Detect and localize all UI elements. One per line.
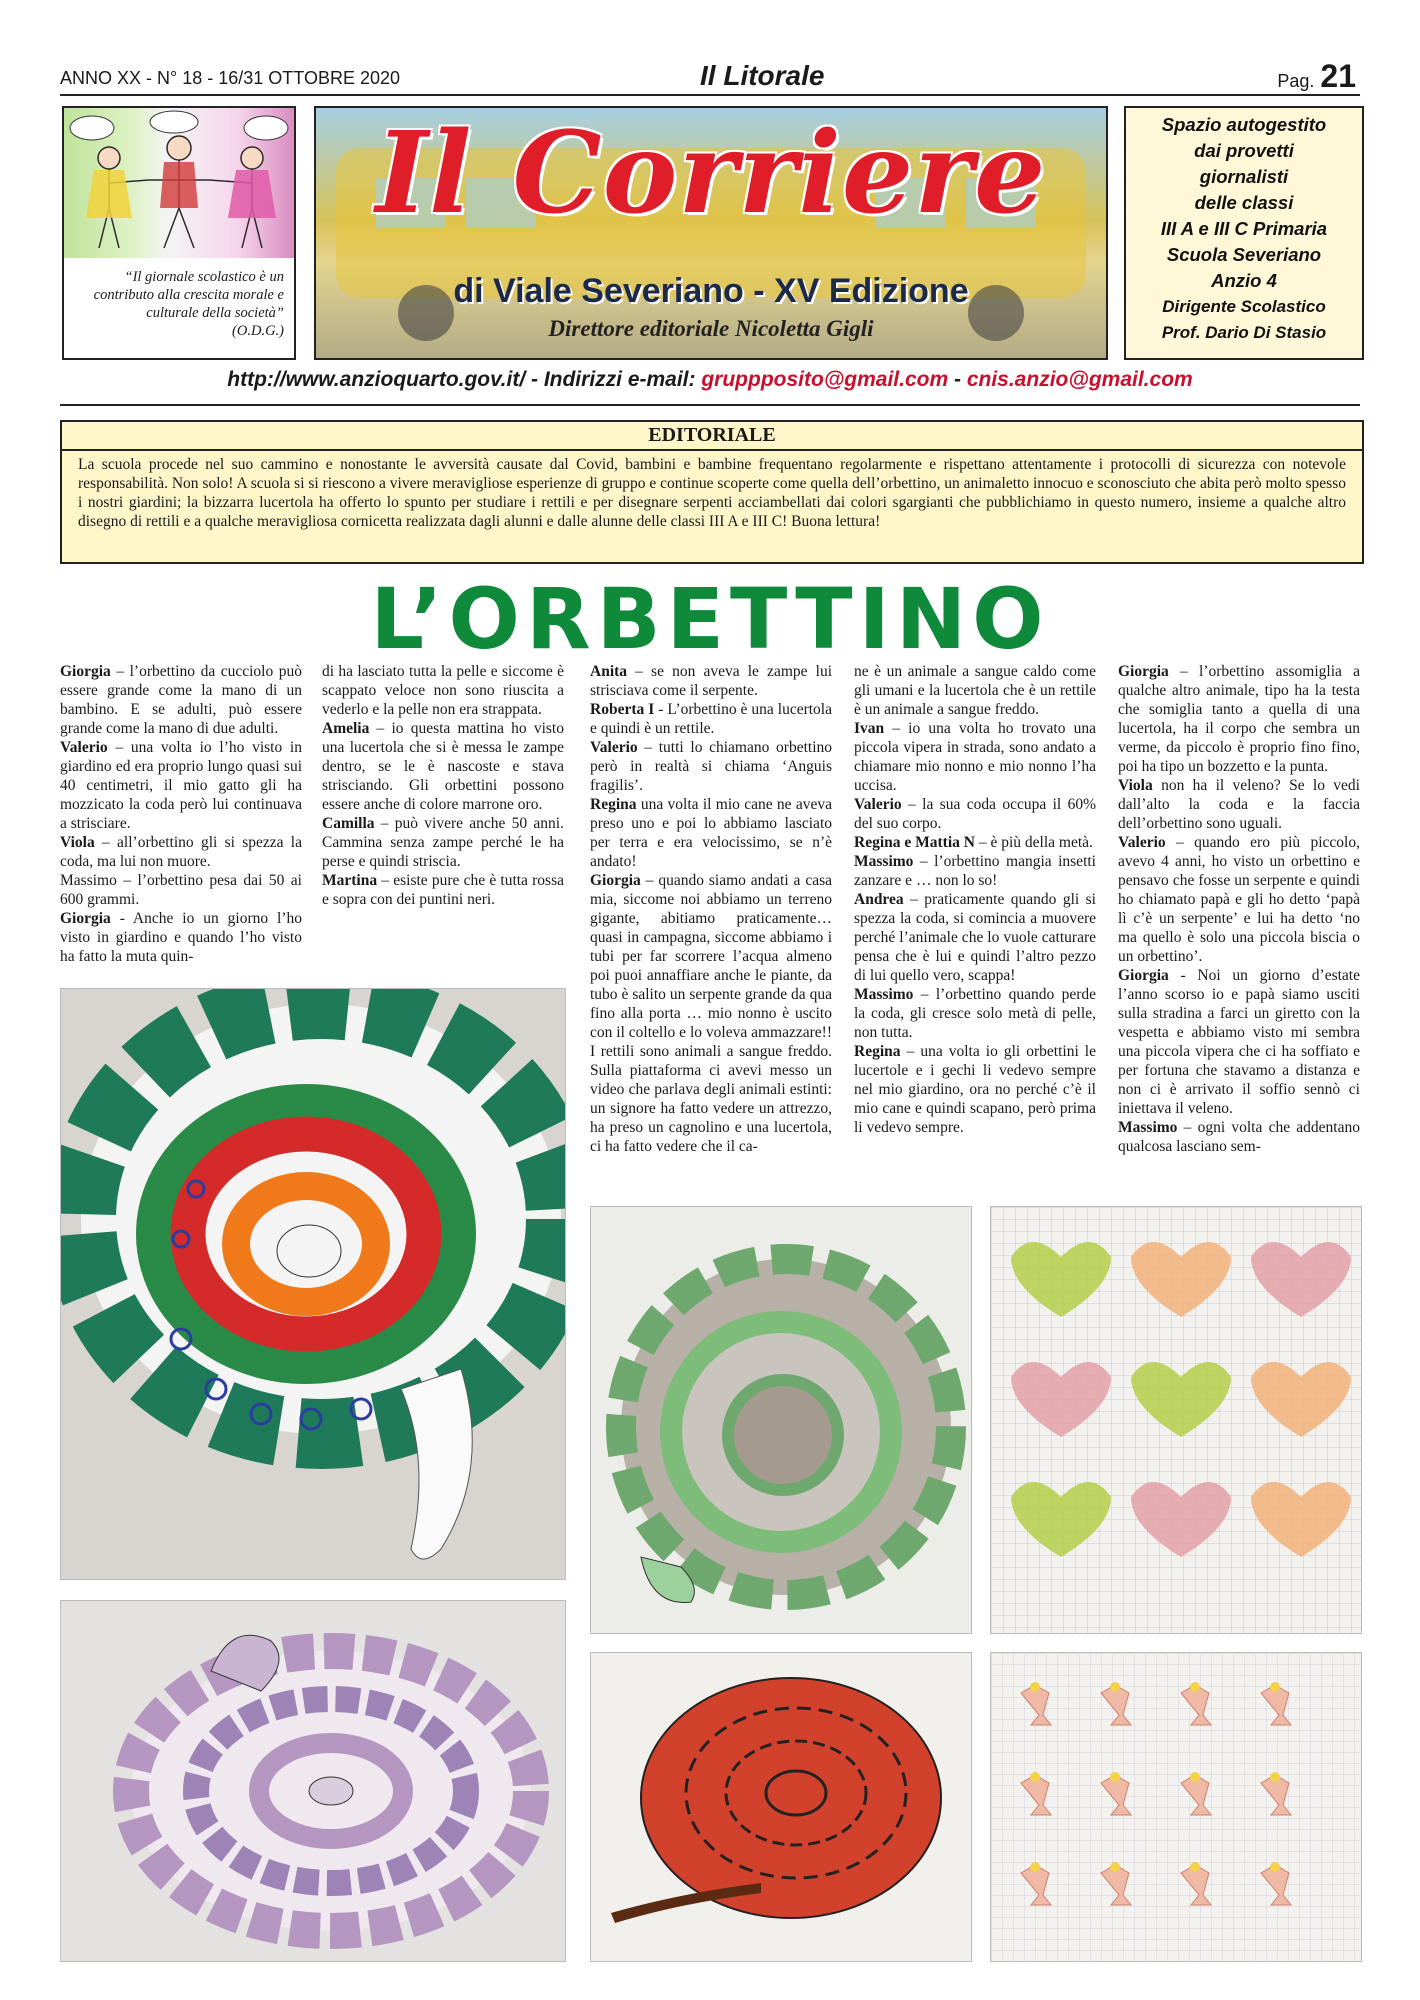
speaker-name: Camilla — [322, 815, 375, 832]
speaker-name: Valerio — [590, 739, 638, 756]
quote-paragraph — [1118, 966, 1360, 1118]
page-label: Pag. — [1277, 71, 1315, 91]
masthead-banner — [314, 106, 1108, 360]
quote-paragraph — [590, 738, 832, 795]
info-line: Anzio 4 — [1211, 270, 1277, 291]
quote-text: – l’orbettino quando perde la coda, gli cresce solo metà di pelle, non tutta. — [854, 986, 1096, 1041]
quote-text: – praticamente quando gli si spezza la coda, si comincia a muovere perché l’animale che lo vuole catturare pensa che è lui e quindi l’altro pezzo di lui quello vero, scappa! — [854, 891, 1096, 984]
quote-paragraph — [854, 662, 1096, 719]
quote-paragraph — [322, 871, 564, 909]
editorial-director: Direttore editoriale Nicoletta Gigli — [548, 316, 874, 341]
info-line: Scuola Severiano — [1166, 244, 1322, 265]
quote-text: – l’orbettino mangia insetti zanzare e … non lo so! — [854, 853, 1096, 889]
children-drawing-image — [64, 108, 294, 258]
quote-text: - Anche io un giorno l’ho visto in giardino e quando l’ho visto ha fatto la muta quin- — [60, 910, 302, 965]
photo-red-snake — [590, 1652, 972, 1962]
speaker-name: Anita — [590, 663, 628, 680]
quote-text: ne è un animale a sangue caldo come gli umani e la lucertola che è un rettile è un animale a sangue freddo. — [854, 663, 1096, 718]
quote-paragraph — [60, 662, 302, 738]
photo-green-snake — [590, 1206, 972, 1634]
speaker-name: Amelia — [322, 720, 370, 737]
contact-line — [60, 368, 1360, 406]
top-bar — [60, 58, 1360, 96]
article-column-5 — [1118, 662, 1360, 1156]
speaker-name: Regina e Mattia N — [854, 834, 975, 851]
info-line: giornalisti — [1199, 166, 1289, 187]
editorial-divider — [62, 449, 1362, 451]
quote-paragraph — [854, 852, 1096, 890]
speaker-name: Massimo — [854, 986, 914, 1003]
masthead-info-box — [1124, 106, 1364, 360]
info-line: Spazio autogestito — [1161, 114, 1327, 135]
quote-paragraph — [854, 890, 1096, 985]
quote-text: – una volta io l’ho visto in giardino ed era proprio lungo quasi sui 40 centimetri, il mio gatto gli ha mozzicato la coda però lui continuava a strisciare. — [60, 739, 302, 832]
quote-paragraph — [322, 719, 564, 814]
quote-text: – può vivere anche 50 anni. Cammina senza zampe perché le ha perse e quindi striscia. — [322, 815, 564, 870]
quote-paragraph — [854, 795, 1096, 833]
quote-text: - L’orbettino è una lucertola e quindi è un rettile. — [590, 701, 832, 737]
speaker-name: Giorgia — [590, 872, 641, 889]
speaker-name: Giorgia — [60, 663, 111, 680]
page-indicator — [1277, 58, 1356, 95]
email-separator: - — [948, 368, 967, 391]
quote-paragraph — [1118, 662, 1360, 776]
paper-name: Il Litorale — [700, 60, 825, 91]
masthead-drawing — [62, 106, 296, 360]
speaker-name: Martina — [322, 872, 378, 889]
speaker-name: Viola — [1118, 777, 1153, 794]
quote-text: – è più della metà. — [974, 834, 1093, 851]
quote-text: – l’orbettino assomiglia a qualche altro animale, tipo ha la testa che somiglia tanto a quella di una lucertola, ha il corpo che sembra un verme, da piccolo è proprio fino fino, poi ha tipo un bozzetto e la punta. — [1118, 663, 1360, 775]
newspaper-title: Il Corriere — [375, 108, 1047, 239]
quote-text: di ha lasciato tutta la pelle e siccome è scappato veloce non sono riuscita a vederlo e la pelle non era strappata. — [322, 663, 564, 718]
article-column-1 — [60, 662, 302, 966]
quote-paragraph — [854, 719, 1096, 795]
speaker-name: Viola — [60, 834, 95, 851]
quote-paragraph — [1118, 1118, 1360, 1156]
info-line: Prof. Dario Di Stasio — [1161, 323, 1327, 342]
article-column-2 — [322, 662, 564, 909]
speaker-name: Roberta I — [590, 701, 655, 718]
speaker-name: Regina — [590, 796, 637, 813]
quote-text: – quando siamo andati a casa mia, siccome noi abbiamo un terreno gigante, abitiamo praticamente… quasi in campagna, siccome abbiamo i tubi per far scorrere l’acqua almeno poi puoi annaffiare anche le piante, da tubo è salito un serpente grande da qua fino alla porta … mio nonno è uscito con il coltello e lo voleva ammazzare!! I rettili sono animali a sangue freddo. Sulla piattaforma ci avevi messo un video che parlava degli animali estinti: un signore ha fatto vedere un attrezzo, ha preso un cagnolino e una lucertola, ci ha fatto vedere che il ca- — [590, 872, 832, 1155]
quote-text: – se non aveva le zampe lui strisciava come il serpente. — [590, 663, 832, 699]
speaker-name: Valerio — [1118, 834, 1166, 851]
speaker-name: Giorgia — [60, 910, 111, 927]
quote-paragraph — [590, 700, 832, 738]
editorial-box — [60, 420, 1364, 564]
quote-text: non ha il veleno? Se lo vedi dall’alto la coda e la faccia dell’orbettino sono uguali. — [1118, 777, 1360, 832]
quote-paragraph — [1118, 833, 1360, 966]
quote-paragraph — [590, 795, 832, 871]
quote-paragraph — [854, 833, 1096, 852]
quote-paragraph — [60, 833, 302, 871]
quote-paragraph — [590, 662, 832, 700]
quote-text: – esiste pure che è tutta rossa e sopra con dei puntini neri. — [322, 872, 564, 908]
editorial-title: EDITORIALE — [648, 424, 776, 446]
speaker-name: Regina — [854, 1043, 901, 1060]
speaker-name: Ivan — [854, 720, 885, 737]
speaker-name: Massimo — [854, 853, 914, 870]
info-line: Dirigente Scolastico — [1162, 297, 1326, 316]
drawing-quote-source: (O.D.G.) — [232, 323, 284, 339]
email-label: - Indirizzi e-mail: — [525, 368, 702, 391]
quote-text: Massimo – l’orbettino pesa dai 50 ai 600 grammi. — [60, 872, 302, 908]
speaker-name: Valerio — [60, 739, 108, 756]
speaker-name: Andrea — [854, 891, 904, 908]
quote-paragraph — [60, 738, 302, 833]
quote-text: – all’orbettino gli si spezza la coda, ma lui non muore. — [60, 834, 302, 870]
speaker-name: Valerio — [854, 796, 902, 813]
newspaper-subtitle: di Viale Severiano - XV Edizione — [453, 272, 969, 310]
photo-hearts-pattern — [990, 1206, 1362, 1634]
photo-purple-snake — [60, 1600, 566, 1962]
quote-paragraph — [322, 814, 564, 871]
editorial-text: La scuola procede nel suo cammino e nonostante le avversità causate dal Covid, bambini e bambine frequentano regolarmente e rispettano attentamente i protocolli di sicurezza con notevole responsabilità. Non solo! A scuola si si riescono a vivere meravigliose esperienze di gruppo e continue scoperte come quella dell’orbettino, un animaletto innocuo e sconosciuto che abita però molto spesso i nostri giardini; la bizzarra lucertola ha offerto lo spunto per studiare i rettili e per disegnare serpenti acciambellati dai colori sgargianti che pubblichiamo in questo numero, insieme a qualche altro disegno di rettili e a qualche meravigliosa cornicetta realizzata dagli alunni e dalle alunne delle classi III A e III C! Buona lettura! — [78, 456, 1346, 530]
quote-paragraph — [854, 1042, 1096, 1137]
article-column-4 — [854, 662, 1096, 1137]
school-website-link[interactable]: http://www.anzioquarto.gov.it/ — [227, 368, 526, 391]
issue-info: ANNO XX - N° 18 - 16/31 OTTOBRE 2020 — [60, 68, 400, 88]
article-headline: L’ORBETTINO — [370, 570, 1050, 668]
speaker-name: Massimo — [1118, 1119, 1178, 1136]
drawing-quote — [74, 268, 284, 340]
quote-paragraph — [1118, 776, 1360, 833]
quote-text: – io una volta ho trovato una piccola vipera in strada, sono andato a chiamare mio nonno e mio nonno l’ha uccisa. — [854, 720, 1096, 794]
speaker-name: Giorgia — [1118, 967, 1169, 984]
quote-text: – una volta io gli orbettini le lucertole e i gechi li vedevo sempre nel mio giardino, ora no perché c’è il mio cane e quindi scapano, però prima li vedevo sempre. — [854, 1043, 1096, 1136]
info-line: delle classi — [1194, 192, 1294, 213]
info-line: dai provetti — [1194, 140, 1294, 161]
photo-rainbow-snake — [60, 988, 566, 1580]
drawing-quote-text: “Il giornale scolastico è un contributo alla crescita morale e culturale della società” — [93, 269, 284, 321]
quote-paragraph — [60, 871, 302, 909]
info-line: III A e III C Primaria — [1160, 218, 1328, 239]
quote-text: – l’orbettino da cucciolo può essere grande come la mano di un bambino. E se adulti, può essere grande come la mano di due adulti. — [60, 663, 302, 737]
email-link-1[interactable]: gruppposito@gmail.com — [701, 368, 949, 391]
quote-paragraph — [590, 871, 832, 1156]
article-column-3 — [590, 662, 832, 1156]
quote-paragraph — [60, 909, 302, 966]
quote-text: - Noi un giorno d’estate l’anno scorso io e papà siamo usciti sulla stradina a farci un giretto con la vespetta e abbiamo visto mi sembra una piccola vipera che ci ha soffiato e per fortuna che stavamo a distanza e non ci è arrivato il soffio sennò ci iniettava il veleno. — [1118, 967, 1360, 1117]
quote-text: – quando ero più piccolo, avevo 4 anni, ho visto un orbettino e pensavo che fosse un serpente e quindi ho chiamato papà e gli ho detto ‘papà lì c’è un serpente’ e lui ha detto ‘no ma quello è solo una piccola biscia o un orbettino’. — [1118, 834, 1360, 965]
photo-fish-pattern — [990, 1652, 1362, 1962]
speaker-name: Giorgia — [1118, 663, 1169, 680]
quote-text: – tutti lo chiamano orbettino però in realtà si chiama ‘Anguis fragilis’. — [590, 739, 832, 794]
quote-text: – ogni volta che addentano qualcosa lasciano sem- — [1118, 1119, 1360, 1155]
email-link-2[interactable]: cnis.anzio@gmail.com — [966, 368, 1193, 391]
quote-text: – la sua coda occupa il 60% del suo corpo. — [854, 796, 1096, 832]
quote-paragraph — [854, 985, 1096, 1042]
quote-text: una volta il mio cane ne aveva preso uno e poi lo abbiamo lasciato per terra e era velocissimo, se n’è andato! — [590, 796, 832, 870]
page-number: 21 — [1320, 58, 1356, 94]
quote-paragraph — [322, 662, 564, 719]
quote-text: – io questa mattina ho visto una lucertola che si è messa le zampe dentro, se le è nascoste e stava strisciando. Gli orbettini possono essere anche di colore marrone oro. — [322, 720, 564, 813]
